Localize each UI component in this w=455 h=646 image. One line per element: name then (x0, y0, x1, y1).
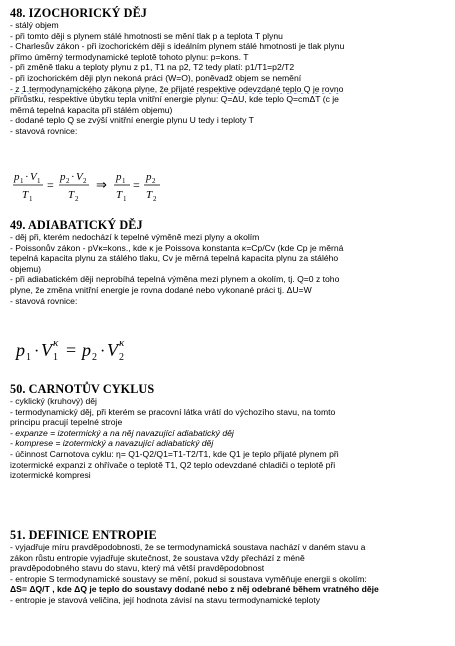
text-line: - komprese = izotermický a navazující adiabatický děj (10, 438, 214, 449)
symbol: = (66, 340, 77, 360)
text-line: - stavová rovnice: (10, 125, 78, 136)
text-line: - z 1.termodynamického zákona plyne, že přijaté respektive odevzdané teplo Q je rovno (10, 83, 344, 94)
text-line: plyne, že změna vnitřní energie je rovna dodané nebo vykonané práci tj. ΔU=W (10, 284, 312, 295)
text-line: ΔS= ΔQ/T , kde ΔQ je teplo do soustavy dodané nebo z něj odebrané během vratného děje (10, 584, 379, 595)
text-line: zákon růstu entropie vyjadřuje skutečnost, že soustava vždy přechází z méně (10, 552, 305, 563)
subscript: 1 (37, 177, 41, 185)
symbol: V (76, 171, 83, 183)
text-line: - termodynamický děj, při kterém se pracovní látka vrátí do výchozího stavu, na tomto (10, 406, 336, 417)
text-line: - expanze = izotermický a na něj navazující adiabatický děj (10, 427, 234, 438)
section-49 (10, 218, 448, 306)
text-line: izotermické kompresi (10, 470, 91, 481)
text-line: - Charlesův zákon - při izochorickém ději s ideálním plynem stálé hmotnosti je tlak plynu (10, 41, 345, 52)
subscript: 2 (66, 177, 70, 185)
subscript: 2 (119, 352, 124, 363)
subscript: 2 (75, 195, 79, 203)
symbol: p (14, 171, 20, 183)
subscript: 2 (92, 352, 97, 363)
text-line: - stálý objem (10, 20, 59, 30)
text-line: - při izochorickém ději plyn nekoná práci (W=O), poněvadž objem se nemění (10, 72, 302, 83)
text-line: - účinnost Carnotova cyklu: η= Q1-Q2/Q1=T1-T2/T1, kde Q1 je teplo přijaté plynem při (10, 448, 339, 459)
text-line: - entropie je stavová veličina, její hodnota závisí na stavu termodynamické teploty (10, 594, 321, 605)
symbol: = (133, 178, 140, 192)
symbol: T (22, 189, 29, 201)
superscript: κ (53, 337, 59, 349)
symbol: T (146, 189, 153, 201)
text-line: - děj při, kterém nedochází k tepelné výměně mezi plyny a okolím (10, 232, 260, 242)
text-line: pravděpodobného stavu do stavu, který má větší pravděpodobnost (10, 563, 265, 574)
implies-arrow: ⇒ (96, 177, 107, 192)
symbol: p (82, 340, 91, 360)
text-line: - Poissonův zákon - pVκ=kons., kde κ je Poissova konstanta κ=Cp/Cv (kde Cp je měrná (10, 242, 344, 253)
text-line: přímo úměrný termodynamické teplotě tohoto plynu: p=kons. T (10, 51, 249, 62)
text-line: - při změně tlaku a teploty plynu z p1, T1 na p2, T2 tedy platí: p1/T1=p2/T2 (10, 62, 295, 73)
adiabatic-equation (10, 332, 170, 366)
subscript: 1 (26, 352, 31, 363)
subscript: 1 (122, 177, 126, 185)
subscript: 1 (20, 177, 24, 185)
text-line: tepelná kapacita plynu za stálého tlaku, Cv je měrná tepelná kapacita plynu za stálého (10, 253, 339, 264)
section-48 (10, 6, 448, 137)
text-line: objemu) (10, 263, 42, 274)
symbol: · (25, 171, 29, 183)
symbol: p (60, 171, 66, 183)
text-line: měrná tepelná kapacita při stálém objemu) (10, 104, 173, 115)
subscript: 1 (29, 195, 33, 203)
subscript: 2 (153, 195, 157, 203)
text-line: - při tomto ději s plynem stálé hmotnosti se mění tlak p a teplota T plynu (10, 30, 283, 41)
section-51 (10, 528, 448, 606)
symbol: · (71, 171, 75, 183)
section-title: 48. IZOCHORICKÝ DĚJ (10, 6, 147, 20)
subscript: 2 (152, 177, 156, 185)
text-line: - entropie S termodynamické soustavy se mění, pokud si soustava vyměňuje energii s okolím: (10, 573, 367, 584)
symbol: · (34, 343, 40, 360)
symbol: p (116, 171, 122, 183)
section-50 (10, 382, 448, 481)
text-line: - cyklický (kruhový) děj (10, 396, 97, 406)
symbol: V (30, 171, 37, 183)
symbol: p (146, 171, 152, 183)
text-line: - při adiabatickém ději neprobíhá tepelná výměna mezi plynem a okolím, tj. Q=0 z toho (10, 274, 340, 285)
section-title: 50. CARNOTŮV CYKLUS (10, 382, 155, 396)
symbol: · (100, 343, 106, 360)
symbol: = (47, 178, 54, 192)
symbol: p (16, 340, 25, 360)
text-line: principu pracují tepelné stroje (10, 417, 123, 428)
superscript: κ (119, 337, 125, 349)
subscript: 1 (53, 352, 58, 363)
symbol: V (41, 340, 52, 360)
text-line: izotermické expanzi z ohřívače o teplotě T1, Q2 teplo odevzdané chladiči o teplotě při (10, 459, 336, 470)
subscript: 1 (123, 195, 127, 203)
text-line: - dodané teplo Q se zvýší vnitřní energie plynu U tedy i teploty T (10, 115, 254, 126)
text-line: přírůstku, respektive úbytku tepla vnitřní energie plynu: Q=ΔU, kde teplo Q=cmΔT (c je (10, 94, 339, 105)
text-line: - vyjadřuje míru pravděpodobnosti, že se termodynamická soustava nachází v daném stavu a (10, 542, 366, 552)
symbol: V (107, 340, 118, 360)
text-line: - stavová rovnice: (10, 295, 78, 306)
symbol: T (116, 189, 123, 201)
section-title: 49. ADIABATICKÝ DĚJ (10, 218, 143, 232)
section-title: 51. DEFINICE ENTROPIE (10, 528, 157, 542)
symbol: T (68, 189, 75, 201)
isochoric-equation (10, 166, 210, 206)
subscript: 2 (83, 177, 87, 185)
